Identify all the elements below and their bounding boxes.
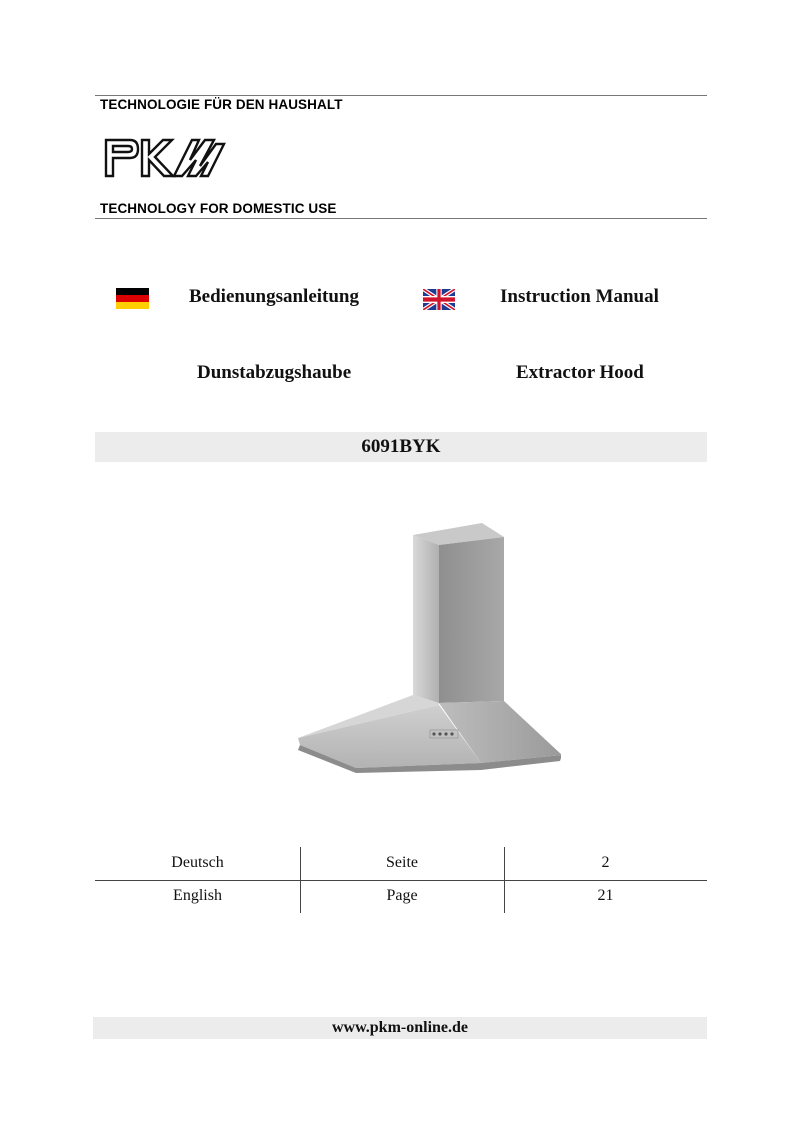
website-link[interactable]: www.pkm-online.de bbox=[331, 1019, 469, 1036]
language-english: English bbox=[173, 887, 222, 904]
model-band bbox=[95, 432, 707, 462]
uk-flag-icon bbox=[423, 289, 455, 310]
tagline-de: TECHNOLOGIE FÜR DEN HAUSHALT bbox=[100, 97, 343, 112]
title-de: Bedienungsanleitung bbox=[189, 286, 359, 307]
extractor-hood-image bbox=[296, 523, 561, 773]
pkm-logo bbox=[104, 138, 226, 178]
page-number-de: 2 bbox=[601, 854, 610, 871]
footer-band bbox=[93, 1017, 707, 1039]
page-number-en: 21 bbox=[597, 887, 614, 904]
model-number: 6091BYK bbox=[361, 436, 441, 457]
header-top-rule bbox=[95, 95, 707, 96]
title-en: Instruction Manual bbox=[500, 286, 659, 307]
product-en: Extractor Hood bbox=[516, 362, 644, 383]
pkm-logo-icon bbox=[104, 138, 226, 178]
page-label-seite: Seite bbox=[386, 854, 418, 871]
tagline-en: TECHNOLOGY FOR DOMESTIC USE bbox=[100, 201, 337, 216]
page-label-page: Page bbox=[386, 887, 418, 904]
german-flag-icon bbox=[116, 288, 149, 309]
language-deutsch: Deutsch bbox=[171, 854, 224, 871]
product-de: Dunstabzugshaube bbox=[197, 362, 352, 383]
header-bottom-rule bbox=[95, 218, 707, 219]
table-row-divider bbox=[95, 880, 707, 881]
language-table bbox=[95, 847, 707, 913]
